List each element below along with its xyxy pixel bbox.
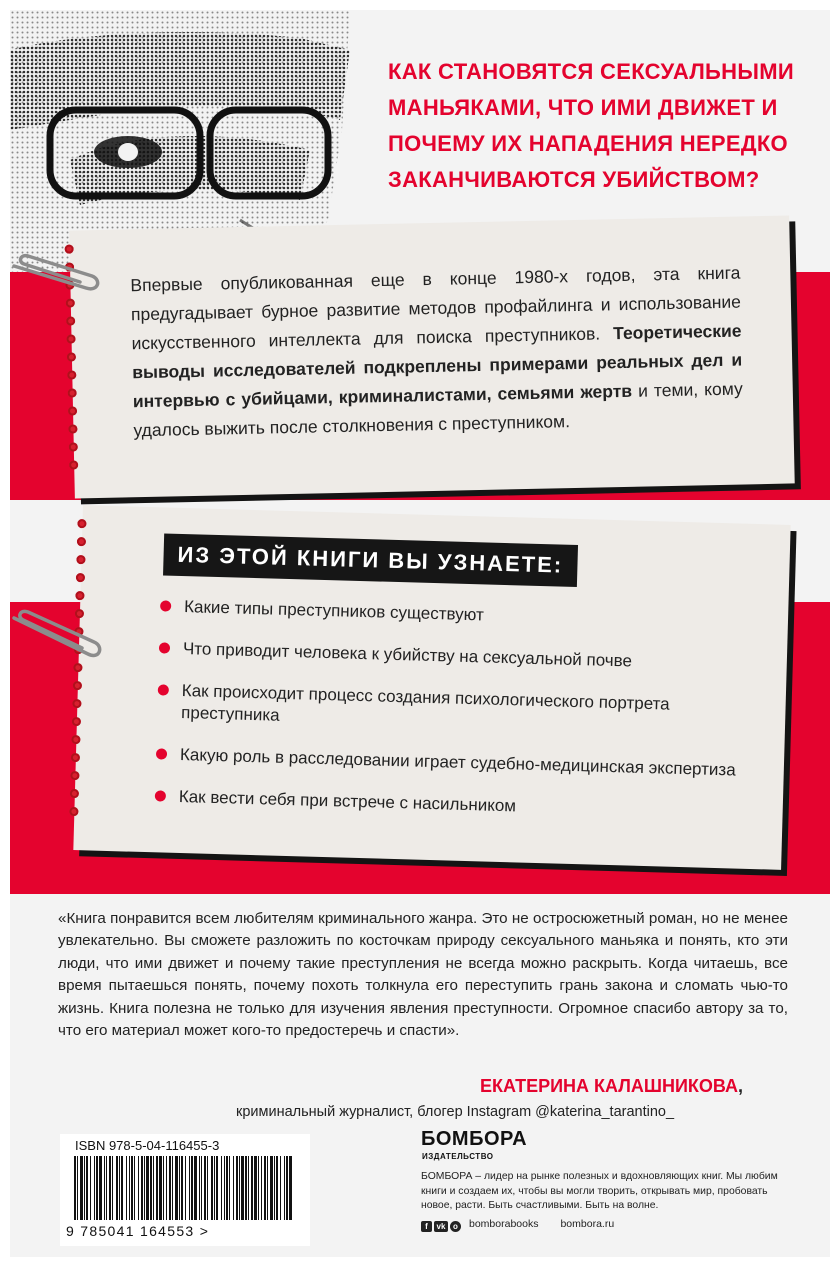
intro-text-bold: Теоретические выводы исследователей подкреплены примерами реальных дел и интервью с убийцами, криминалистами, семьями жертв	[132, 320, 743, 412]
learn-list	[154, 595, 750, 843]
learn-list-item: Как происходит процесс создания психологического портрета преступника	[157, 679, 748, 739]
barcode-block	[60, 1134, 310, 1246]
bullet-icon	[160, 600, 171, 611]
intro-text-part1: Впервые опубликованная еще в конце 1980-х годов, эта книга предугадывает бурное развитие методов профайлинга и использование искусственного интеллекта для поиска преступников.	[130, 262, 742, 354]
barcode-image	[72, 1156, 294, 1220]
facebook-icon[interactable]: f	[421, 1221, 432, 1232]
publisher-description: БОМБОРА – лидер на рынке полезных и вдохновляющих книг. Мы любим книги и создаем их, чтобы вы могли творить, открывать мир, пробовать новое, расти. Быть счастливыми. Быть на волне.	[421, 1171, 778, 1211]
learn-note-card	[73, 505, 790, 870]
paperclip-icon	[10, 236, 106, 306]
paperclip-icon	[10, 598, 106, 668]
bullet-icon	[155, 790, 166, 801]
publisher-socials	[421, 1218, 614, 1232]
learn-section-title: ИЗ ЭТОЙ КНИГИ ВЫ УЗНАЕТЕ:	[163, 533, 578, 587]
vk-icon[interactable]: vk	[434, 1221, 448, 1232]
learn-list-item: Как вести себя при встрече с насильником	[155, 785, 745, 823]
bullet-icon	[159, 642, 170, 653]
headline: КАК СТАНОВЯТСЯ СЕКСУАЛЬНЫМИ МАНЬЯКАМИ, ЧТО ИМИ ДВИЖЕТ И ПОЧЕМУ ИХ НАПАДЕНИЯ НЕРЕДКО ЗАКАНЧИВАЮТСЯ УБИЙСТВОМ?	[388, 59, 794, 192]
learn-list-item: Какую роль в расследовании играет судебно-медицинская экспертиза	[156, 743, 746, 781]
bullet-icon	[158, 684, 169, 695]
bullet-icon	[156, 748, 167, 759]
review-quote: «Книга понравится всем любителям криминального жанра. Это не остросюжетный роман, но не менее увлекательно. Вы сможете разложить по косточкам природу сексуального маньяка и понять, кто эти люди, что ими движет и почему такие преступления не всегда можно раскрыть. Когда читаешь, все время пытаешься понять, почему похоть толкнула его переступить грань закона и сломать чью-то жизнь. Книга полезна не только для изучения явления преступности. Огромное спасибо автору за то, что его материал может кого-то предостеречь и спасти».	[58, 910, 788, 1040]
isbn-label: ISBN 978-5-04-116455-3	[75, 1138, 220, 1153]
intro-text	[130, 259, 744, 446]
ean-digits: 9 785041 164553 >	[66, 1223, 210, 1239]
learn-list-item: Какие типы преступников существуют	[160, 595, 750, 633]
publisher-logo: БОМБОРА	[421, 1128, 528, 1150]
publisher-logo-subtitle: ИЗДАТЕЛЬСТВО	[422, 1152, 494, 1161]
odnoklassniki-icon[interactable]: o	[450, 1221, 461, 1232]
social-handle[interactable]: bomborabooks	[469, 1218, 539, 1230]
review-author-name: ЕКАТЕРИНА КАЛАШНИКОВА	[480, 1076, 738, 1096]
review-author-role: криминальный журналист, блогер Instagram @katerina_tarantino_	[236, 1104, 675, 1120]
review-author: ЕКАТЕРИНА КАЛАШНИКОВА,	[480, 1076, 744, 1096]
notebook-holes	[66, 519, 91, 825]
intro-note-card	[69, 215, 794, 498]
intro-text-part2: и теми, кому удалось выжить после столкновения с преступником.	[133, 378, 743, 441]
website-link[interactable]: bombora.ru	[560, 1218, 615, 1230]
learn-list-item: Что приводит человека к убийству на сексуальной почве	[159, 637, 749, 675]
book-back-cover	[10, 10, 830, 1257]
